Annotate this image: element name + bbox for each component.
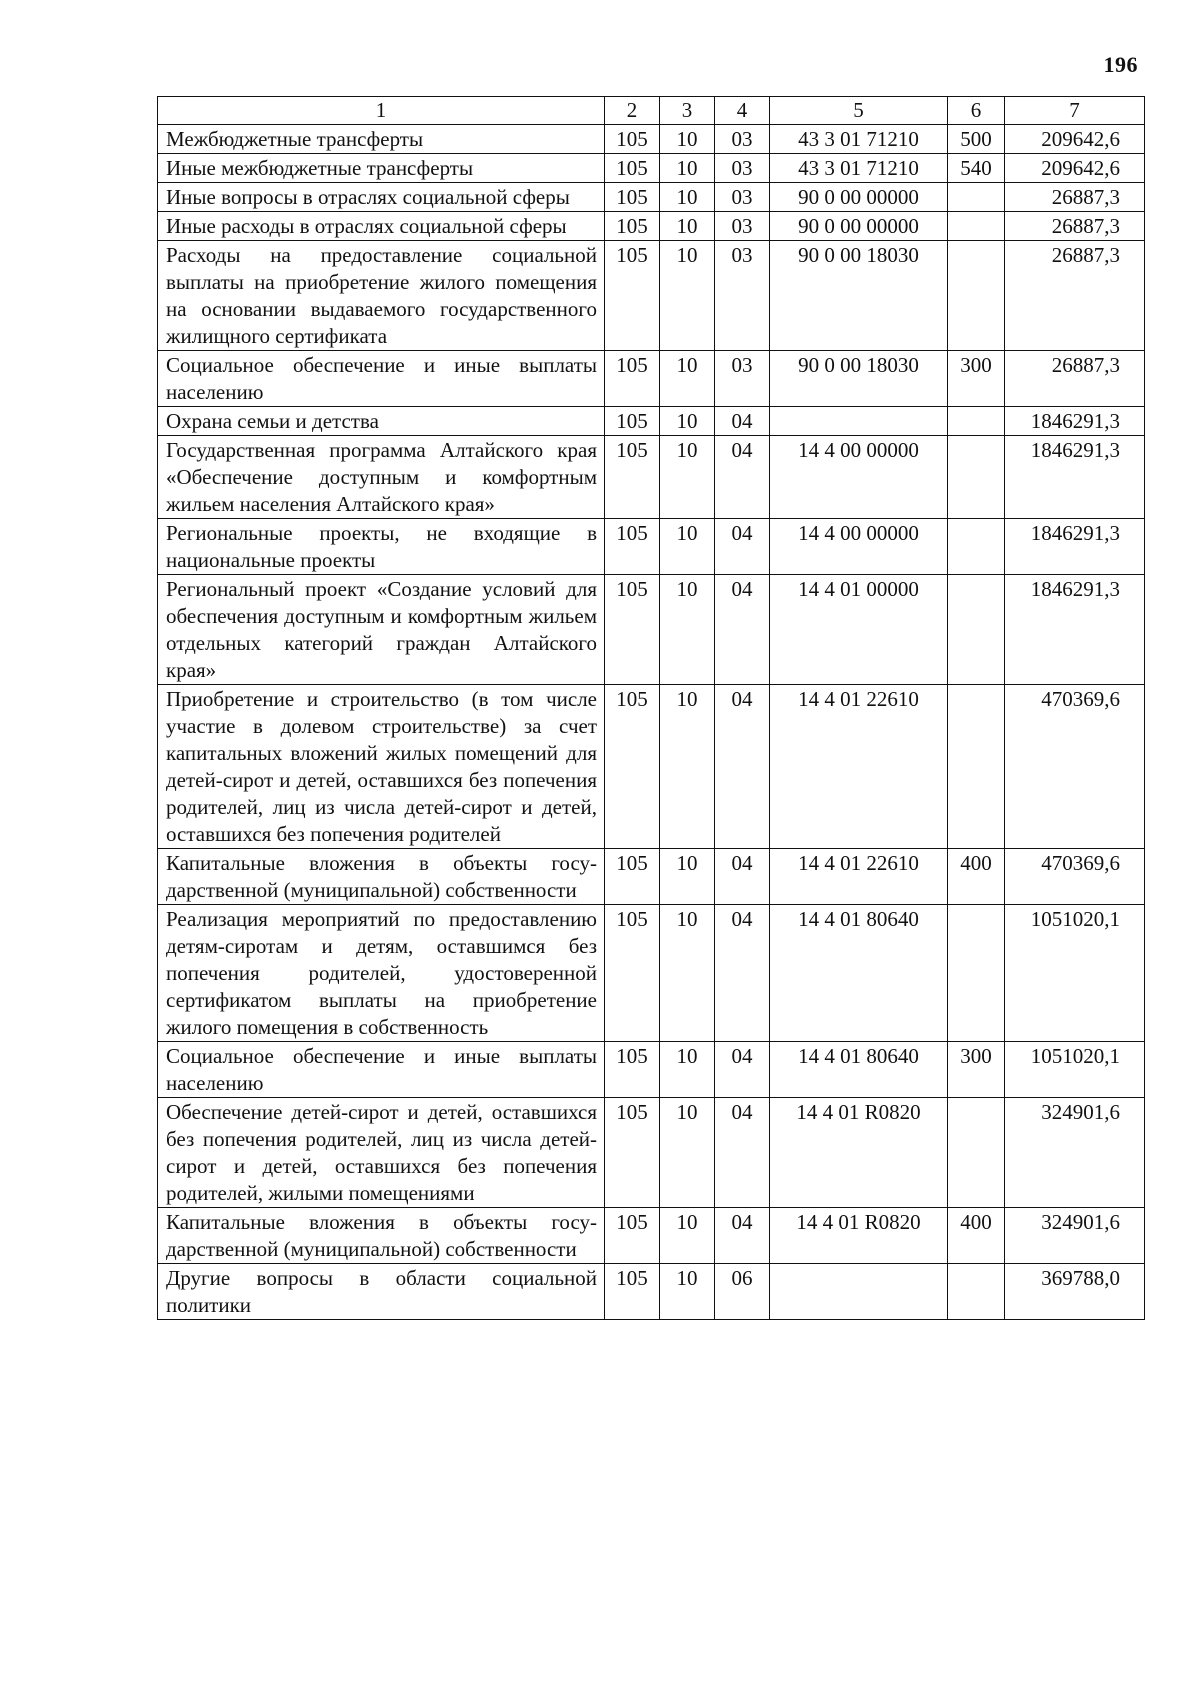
table-row bbox=[158, 241, 1145, 351]
code-cell-5: 14 4 00 00000 bbox=[770, 519, 948, 575]
table-row bbox=[158, 575, 1145, 685]
code-cell-6 bbox=[948, 519, 1005, 575]
item-name-cell: Социальное обеспечение и иные выплаты населению bbox=[158, 1042, 605, 1098]
amount-cell: 1051020,1 bbox=[1005, 905, 1145, 1042]
amount-cell: 1846291,3 bbox=[1005, 519, 1145, 575]
table-row bbox=[158, 125, 1145, 154]
amount-cell: 26887,3 bbox=[1005, 241, 1145, 351]
item-name-cell: Иные расходы в отраслях социальной сферы bbox=[158, 212, 605, 241]
code-cell-4: 04 bbox=[715, 1208, 770, 1264]
code-cell-2: 105 bbox=[605, 685, 660, 849]
code-cell-5: 14 4 00 00000 bbox=[770, 436, 948, 519]
amount-cell: 209642,6 bbox=[1005, 154, 1145, 183]
code-cell-6: 300 bbox=[948, 1042, 1005, 1098]
code-cell-3: 10 bbox=[660, 125, 715, 154]
code-cell-5 bbox=[770, 1264, 948, 1320]
code-cell-5: 14 4 01 22610 bbox=[770, 685, 948, 849]
code-cell-2: 105 bbox=[605, 519, 660, 575]
amount-cell: 1846291,3 bbox=[1005, 436, 1145, 519]
table-body bbox=[158, 125, 1145, 1320]
code-cell-5: 14 4 01 00000 bbox=[770, 575, 948, 685]
amount-cell: 26887,3 bbox=[1005, 212, 1145, 241]
code-cell-5: 43 3 01 71210 bbox=[770, 125, 948, 154]
item-name-cell: Иные межбюджетные трансферты bbox=[158, 154, 605, 183]
code-cell-4: 06 bbox=[715, 1264, 770, 1320]
code-cell-2: 105 bbox=[605, 1042, 660, 1098]
code-cell-3: 10 bbox=[660, 1098, 715, 1208]
code-cell-4: 03 bbox=[715, 154, 770, 183]
item-name-cell: Региональный проект «Создание условий для обеспечения доступным и комфортным жильем отдельных категорий граждан Алтайского края» bbox=[158, 575, 605, 685]
header-row bbox=[158, 97, 1145, 125]
code-cell-4: 04 bbox=[715, 407, 770, 436]
code-cell-4: 03 bbox=[715, 212, 770, 241]
code-cell-3: 10 bbox=[660, 212, 715, 241]
code-cell-3: 10 bbox=[660, 351, 715, 407]
table-header bbox=[158, 97, 1145, 125]
code-cell-6: 400 bbox=[948, 1208, 1005, 1264]
code-cell-6 bbox=[948, 407, 1005, 436]
amount-cell: 369788,0 bbox=[1005, 1264, 1145, 1320]
amount-cell: 470369,6 bbox=[1005, 685, 1145, 849]
amount-cell: 470369,6 bbox=[1005, 849, 1145, 905]
item-name-cell: Региональные проекты, не входящие в национальные проекты bbox=[158, 519, 605, 575]
code-cell-6 bbox=[948, 1264, 1005, 1320]
code-cell-4: 04 bbox=[715, 685, 770, 849]
column-header-3: 3 bbox=[660, 97, 715, 125]
code-cell-6 bbox=[948, 905, 1005, 1042]
table-row bbox=[158, 905, 1145, 1042]
code-cell-2: 105 bbox=[605, 212, 660, 241]
code-cell-3: 10 bbox=[660, 1042, 715, 1098]
item-name-cell: Приобретение и строительство (в том числе участие в долевом строительстве) за счет капитальных вложений жилых помещений для детей-сирот и детей, оставшихся без попечения родителей, лиц из числа детей-сирот и детей, оставшихся без попечения родителей bbox=[158, 685, 605, 849]
code-cell-5: 90 0 00 00000 bbox=[770, 212, 948, 241]
table-row bbox=[158, 849, 1145, 905]
code-cell-3: 10 bbox=[660, 436, 715, 519]
item-name-cell: Социальное обеспечение и иные выплаты населению bbox=[158, 351, 605, 407]
amount-cell: 26887,3 bbox=[1005, 351, 1145, 407]
code-cell-2: 105 bbox=[605, 241, 660, 351]
code-cell-5: 90 0 00 00000 bbox=[770, 183, 948, 212]
code-cell-5: 14 4 01 80640 bbox=[770, 1042, 948, 1098]
amount-cell: 209642,6 bbox=[1005, 125, 1145, 154]
code-cell-5 bbox=[770, 407, 948, 436]
code-cell-6 bbox=[948, 212, 1005, 241]
code-cell-2: 105 bbox=[605, 183, 660, 212]
code-cell-3: 10 bbox=[660, 407, 715, 436]
code-cell-5: 90 0 00 18030 bbox=[770, 241, 948, 351]
code-cell-3: 10 bbox=[660, 183, 715, 212]
amount-cell: 324901,6 bbox=[1005, 1098, 1145, 1208]
code-cell-3: 10 bbox=[660, 575, 715, 685]
code-cell-4: 04 bbox=[715, 849, 770, 905]
column-header-4: 4 bbox=[715, 97, 770, 125]
item-name-cell: Реализация мероприятий по предоставлению детям-сиротам и детям, оставшимся без попечения родителей, удостоверенной сертификатом выплаты на приобретение жилого помещения в собственность bbox=[158, 905, 605, 1042]
code-cell-3: 10 bbox=[660, 849, 715, 905]
code-cell-5: 43 3 01 71210 bbox=[770, 154, 948, 183]
code-cell-2: 105 bbox=[605, 1208, 660, 1264]
table-row bbox=[158, 183, 1145, 212]
item-name-cell: Иные вопросы в отраслях социальной сферы bbox=[158, 183, 605, 212]
code-cell-4: 03 bbox=[715, 125, 770, 154]
code-cell-3: 10 bbox=[660, 1208, 715, 1264]
code-cell-2: 105 bbox=[605, 436, 660, 519]
code-cell-5: 14 4 01 80640 bbox=[770, 905, 948, 1042]
code-cell-4: 04 bbox=[715, 575, 770, 685]
amount-cell: 26887,3 bbox=[1005, 183, 1145, 212]
budget-table bbox=[157, 96, 1145, 1320]
column-header-5: 5 bbox=[770, 97, 948, 125]
code-cell-4: 03 bbox=[715, 351, 770, 407]
code-cell-4: 04 bbox=[715, 1042, 770, 1098]
code-cell-4: 04 bbox=[715, 1098, 770, 1208]
item-name-cell: Капитальные вложения в объекты государственной (муниципальной) собственности bbox=[158, 1208, 605, 1264]
amount-cell: 324901,6 bbox=[1005, 1208, 1145, 1264]
code-cell-2: 105 bbox=[605, 849, 660, 905]
item-name-cell: Охрана семьи и детства bbox=[158, 407, 605, 436]
code-cell-6 bbox=[948, 436, 1005, 519]
code-cell-5: 14 4 01 R0820 bbox=[770, 1098, 948, 1208]
code-cell-2: 105 bbox=[605, 905, 660, 1042]
table-row bbox=[158, 212, 1145, 241]
code-cell-4: 04 bbox=[715, 905, 770, 1042]
table-row bbox=[158, 519, 1145, 575]
code-cell-3: 10 bbox=[660, 905, 715, 1042]
code-cell-2: 105 bbox=[605, 154, 660, 183]
column-header-2: 2 bbox=[605, 97, 660, 125]
amount-cell: 1051020,1 bbox=[1005, 1042, 1145, 1098]
column-header-6: 6 bbox=[948, 97, 1005, 125]
code-cell-3: 10 bbox=[660, 154, 715, 183]
item-name-cell: Обеспечение детей-сирот и детей, оставшихся без попечения родителей, лиц из числа детей-сирот и детей, оставшихся без попечения родителей, жилыми помещениями bbox=[158, 1098, 605, 1208]
code-cell-3: 10 bbox=[660, 1264, 715, 1320]
table-row bbox=[158, 154, 1145, 183]
item-name-cell: Расходы на предоставление социальной выплаты на приобретение жилого помещения на основании выдаваемого государственного жилищного сертификата bbox=[158, 241, 605, 351]
table-row bbox=[158, 351, 1145, 407]
code-cell-4: 04 bbox=[715, 436, 770, 519]
amount-cell: 1846291,3 bbox=[1005, 575, 1145, 685]
code-cell-6: 500 bbox=[948, 125, 1005, 154]
code-cell-3: 10 bbox=[660, 519, 715, 575]
table-row bbox=[158, 1208, 1145, 1264]
code-cell-6 bbox=[948, 575, 1005, 685]
item-name-cell: Государственная программа Алтайского края «Обеспечение доступным и комфортным жильем населения Алтайского края» bbox=[158, 436, 605, 519]
table-row bbox=[158, 1098, 1145, 1208]
code-cell-6 bbox=[948, 1098, 1005, 1208]
code-cell-6 bbox=[948, 685, 1005, 849]
code-cell-2: 105 bbox=[605, 125, 660, 154]
code-cell-6 bbox=[948, 183, 1005, 212]
table-row bbox=[158, 407, 1145, 436]
code-cell-2: 105 bbox=[605, 1098, 660, 1208]
code-cell-2: 105 bbox=[605, 575, 660, 685]
code-cell-3: 10 bbox=[660, 241, 715, 351]
code-cell-5: 14 4 01 22610 bbox=[770, 849, 948, 905]
column-header-1: 1 bbox=[158, 97, 605, 125]
code-cell-6: 540 bbox=[948, 154, 1005, 183]
code-cell-2: 105 bbox=[605, 407, 660, 436]
code-cell-4: 03 bbox=[715, 183, 770, 212]
code-cell-5: 90 0 00 18030 bbox=[770, 351, 948, 407]
code-cell-6: 300 bbox=[948, 351, 1005, 407]
code-cell-5: 14 4 01 R0820 bbox=[770, 1208, 948, 1264]
amount-cell: 1846291,3 bbox=[1005, 407, 1145, 436]
code-cell-6: 400 bbox=[948, 849, 1005, 905]
code-cell-3: 10 bbox=[660, 685, 715, 849]
code-cell-2: 105 bbox=[605, 1264, 660, 1320]
item-name-cell: Межбюджетные трансферты bbox=[158, 125, 605, 154]
table-row bbox=[158, 685, 1145, 849]
code-cell-2: 105 bbox=[605, 351, 660, 407]
column-header-7: 7 bbox=[1005, 97, 1145, 125]
table-row bbox=[158, 1264, 1145, 1320]
page-number: 196 bbox=[1103, 52, 1138, 77]
code-cell-4: 04 bbox=[715, 519, 770, 575]
item-name-cell: Другие вопросы в области социальной политики bbox=[158, 1264, 605, 1320]
code-cell-6 bbox=[948, 241, 1005, 351]
table-row bbox=[158, 436, 1145, 519]
code-cell-4: 03 bbox=[715, 241, 770, 351]
item-name-cell: Капитальные вложения в объекты государственной (муниципальной) собственности bbox=[158, 849, 605, 905]
table-row bbox=[158, 1042, 1145, 1098]
